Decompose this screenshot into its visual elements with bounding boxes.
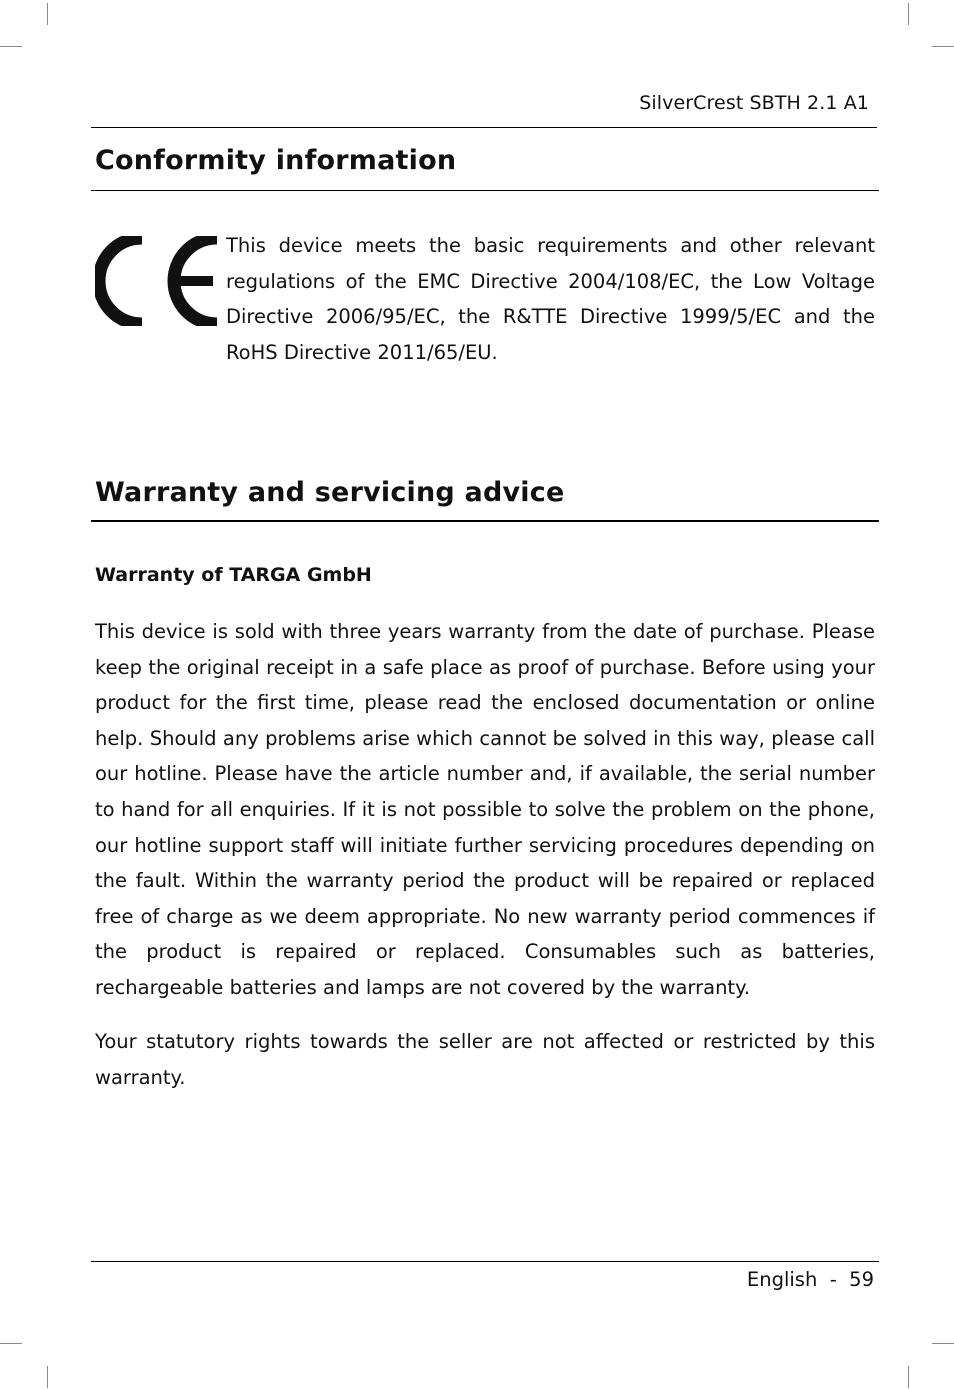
- ce-mark-icon: [95, 236, 218, 326]
- conformity-heading-rule: [91, 190, 879, 191]
- header-divider: [91, 127, 877, 128]
- crop-mark: [47, 3, 48, 25]
- warranty-heading-rule: [91, 520, 879, 522]
- page-footer: [747, 1268, 874, 1291]
- conformity-text: This device meets the basic requirements and other relevant regulations of the EMC Directive 2004/108/EC, the Low Voltage Directive 2006/95/EC, the R&TTE Directive 1999/5/EC and the RoHS Directive 2011/65/EU.: [226, 234, 875, 364]
- crop-mark: [47, 1366, 48, 1388]
- footer-divider: [91, 1261, 879, 1262]
- warranty-subheading: Warranty of TARGA GmbH: [95, 564, 372, 586]
- page-number: 59: [849, 1268, 874, 1291]
- conformity-heading: Conformity information: [95, 145, 457, 176]
- crop-mark: [932, 1343, 954, 1344]
- crop-mark: [908, 3, 909, 25]
- crop-mark: [932, 46, 954, 47]
- crop-mark: [0, 46, 22, 47]
- product-name: SilverCrest SBTH 2.1 A1: [639, 92, 869, 114]
- crop-mark: [908, 1366, 909, 1388]
- warranty-heading: Warranty and servicing advice: [95, 477, 565, 508]
- footer-separator: -: [829, 1268, 837, 1291]
- warranty-paragraph: This device is sold with three years warranty from the date of purchase. Please keep the original receipt in a safe place as proof of purchase. Before using your product for the first time, please read the enclosed documentation or online help. Should any problems arise which cannot be solved in this way, please call our hotline. Please have the article number and, if available, the serial number to hand for all enquiries. If it is not possible to solve the problem on the phone, our hotline support staff will initiate further servicing procedures depending on the fault. Within the warranty period the product will be repaired or replaced free of charge as we deem appropriate. No new warranty period commences if the product is repaired or replaced. Consumables such as batteries, rechargeable batteries and lamps are not covered by the warranty.: [95, 620, 875, 999]
- crop-mark: [0, 1343, 22, 1344]
- footer-language: English: [746, 1268, 818, 1291]
- statutory-rights-paragraph: Your statutory rights towards the seller are not affected or restricted by this warranty.: [95, 1030, 875, 1089]
